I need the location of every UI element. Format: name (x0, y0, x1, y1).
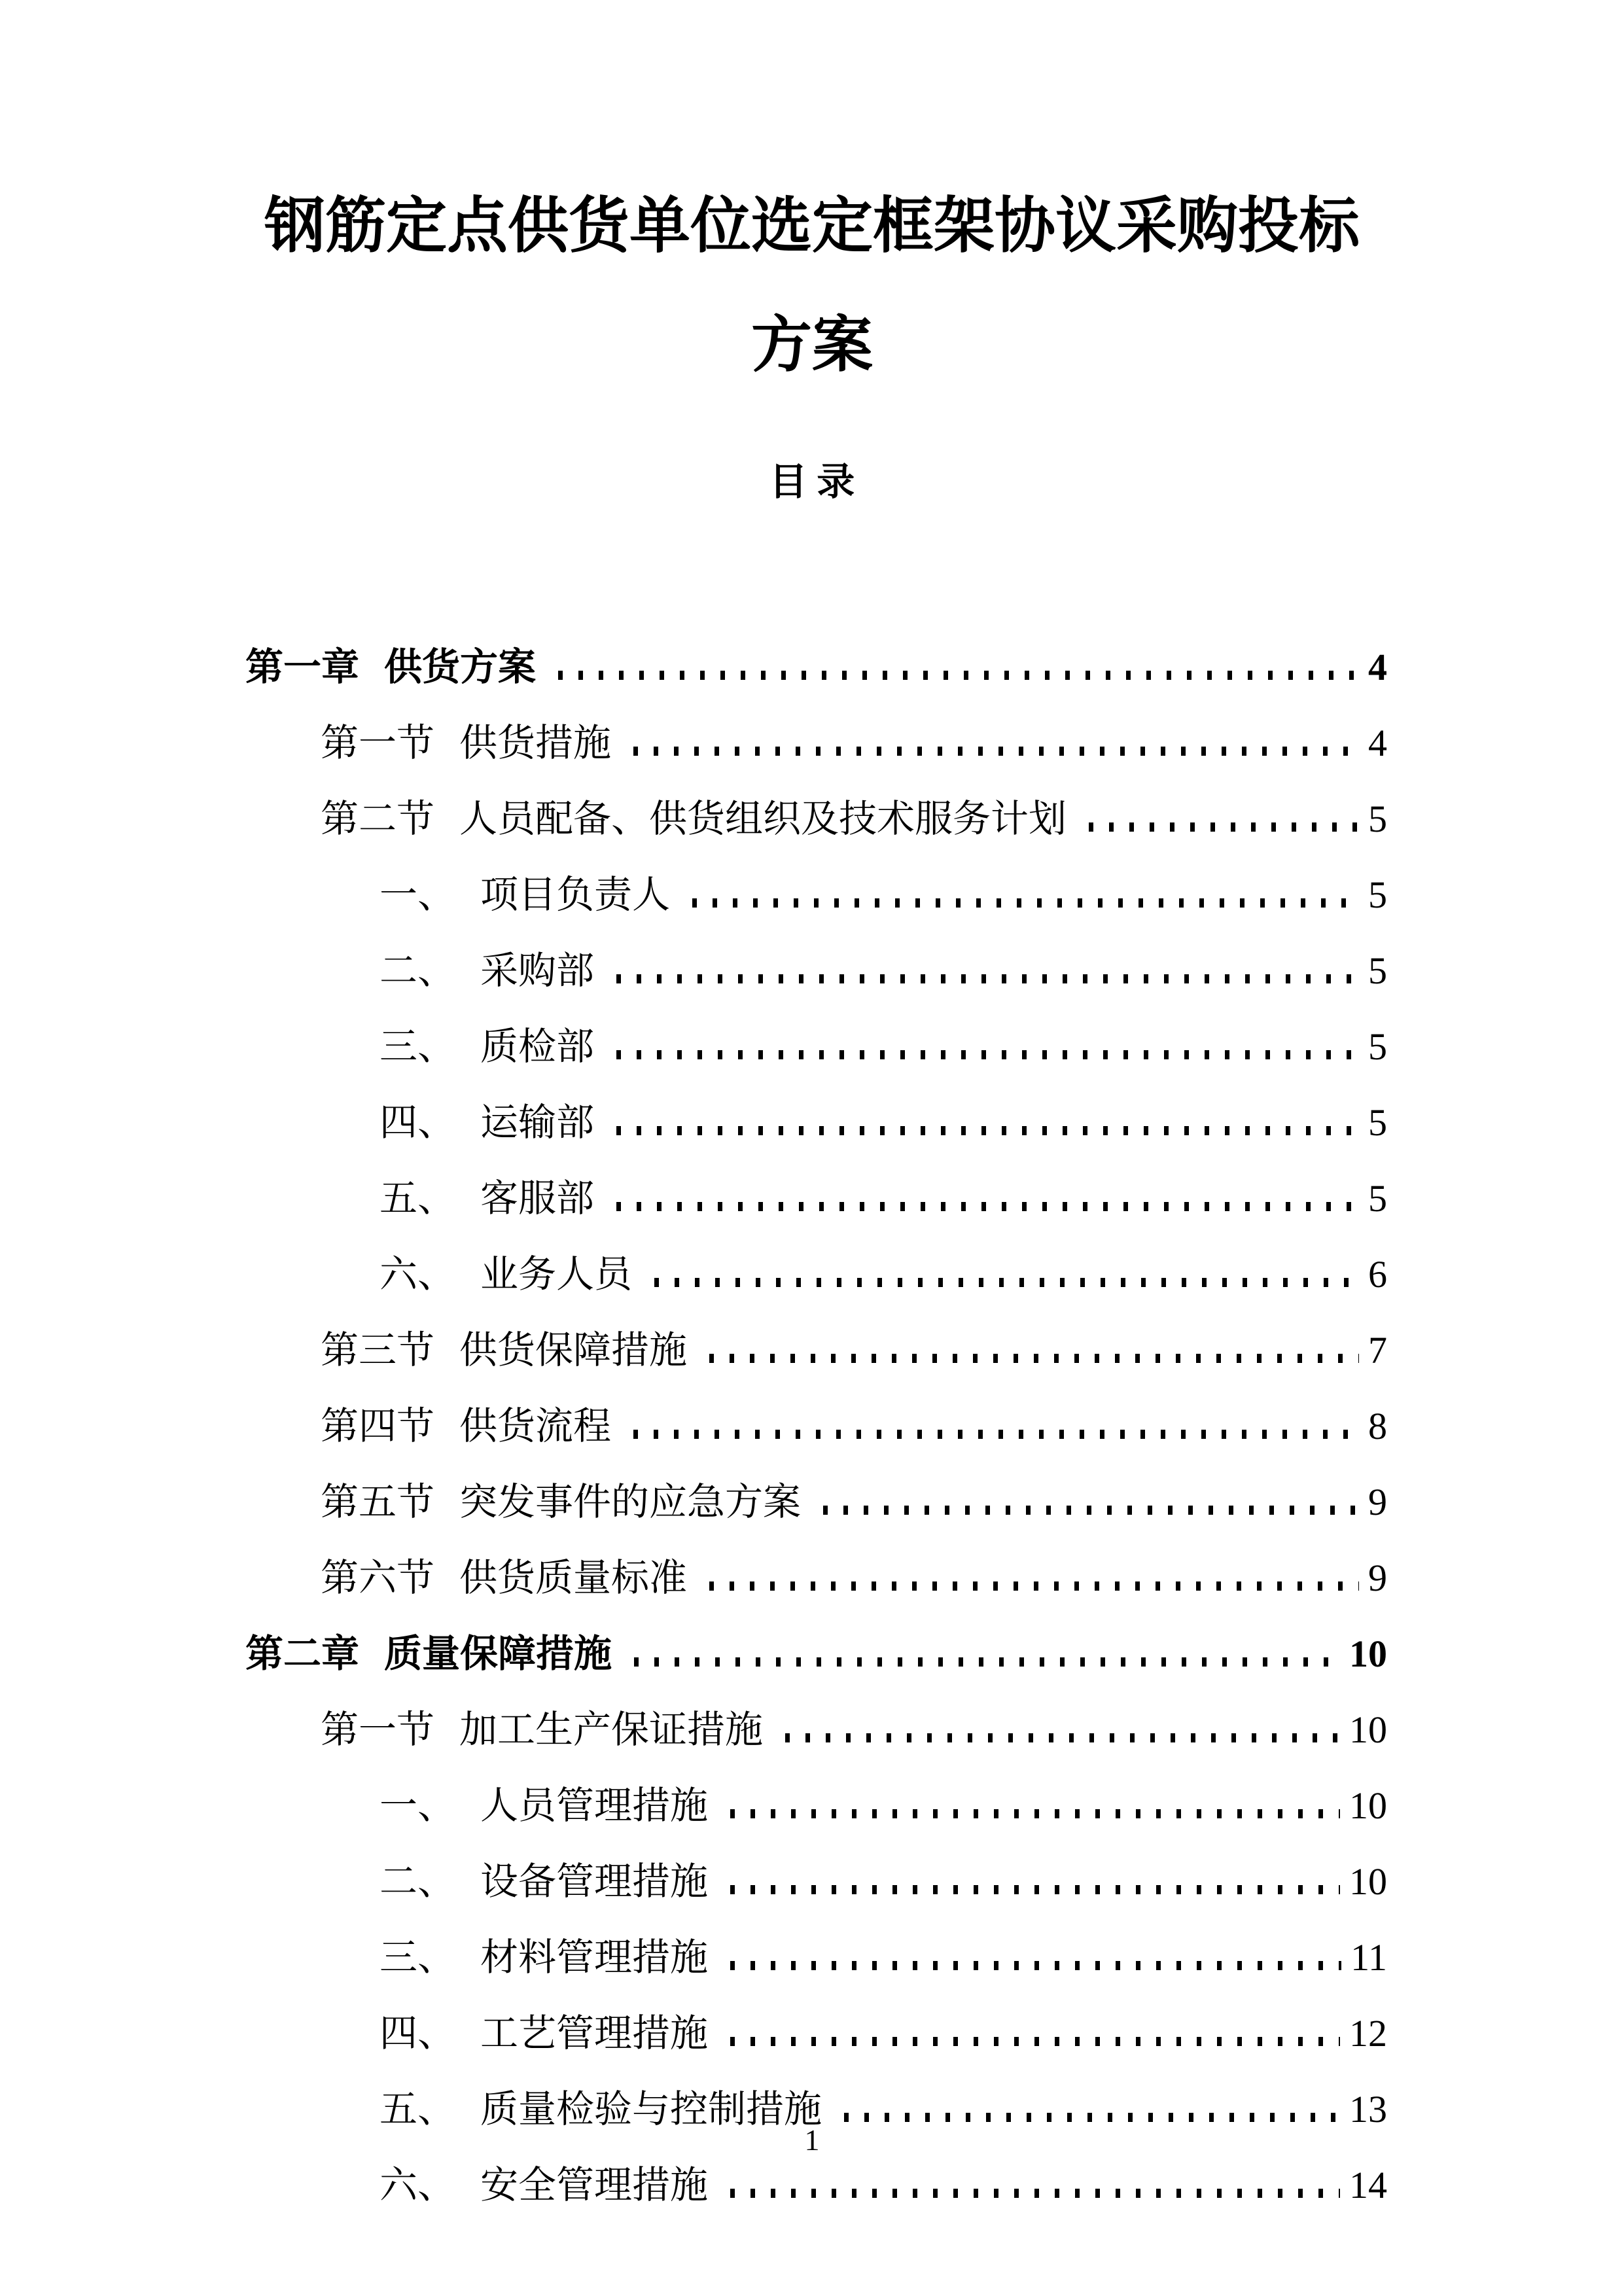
toc-entry-prefix: 四、 (380, 2012, 456, 2055)
toc-entry-label: 运输部 (480, 1101, 595, 1144)
toc-dot-leader (677, 898, 1359, 908)
toc-dot-leader (618, 1430, 1359, 1439)
toc-entry-page-number: 5 (1368, 798, 1387, 840)
toc-entry-label: 供货措施 (459, 722, 612, 764)
toc-entry-page-number: 9 (1368, 1481, 1387, 1523)
toc-entry-prefix: 六、 (380, 1253, 456, 1296)
toc-entry (245, 1312, 1387, 1388)
toc-dot-leader (715, 1885, 1340, 1894)
toc-entry-prefix: 第二章 (245, 1633, 360, 1675)
toc-dot-leader (715, 2189, 1340, 2198)
toc-entry (245, 1919, 1387, 1995)
toc-dot-leader (715, 1809, 1340, 1818)
toc-entry (245, 781, 1387, 857)
toc-entry-prefix: 六、 (380, 2164, 456, 2206)
toc-entry (245, 1388, 1387, 1464)
footer-page-number: 1 (804, 2123, 820, 2157)
toc-entry-page-number: 6 (1368, 1253, 1387, 1296)
toc-entry (245, 705, 1387, 781)
toc-entry-page-number: 7 (1368, 1329, 1387, 1371)
toc-entry-page-number: 5 (1368, 874, 1387, 916)
toc-dot-leader (601, 974, 1359, 983)
toc-entry-label: 供货质量标准 (459, 1557, 688, 1599)
toc-dot-leader (715, 1961, 1341, 1970)
toc-entry-prefix: 五、 (380, 2088, 456, 2130)
toc-entry-prefix: 第六节 (321, 1557, 435, 1599)
toc-entry (245, 1084, 1387, 1160)
toc-entry-prefix: 第四节 (321, 1405, 435, 1447)
toc-entry-page-number: 10 (1349, 1860, 1387, 1903)
toc-entry-prefix: 第二节 (321, 798, 435, 840)
toc-entry-page-number: 5 (1368, 1177, 1387, 1220)
toc-entry-label: 材料管理措施 (480, 1936, 709, 1979)
toc-entry-prefix: 一、 (380, 1784, 456, 1827)
toc-entry (245, 1843, 1387, 1919)
toc-entry (245, 1008, 1387, 1084)
toc-entry-prefix: 第一章 (245, 646, 360, 688)
toc-entry-page-number: 8 (1368, 1405, 1387, 1447)
toc-entry-prefix: 二、 (380, 949, 456, 992)
toc-entry-label: 设备管理措施 (480, 1860, 709, 1903)
toc-entry (245, 932, 1387, 1008)
toc-entry-label: 突发事件的应急方案 (459, 1481, 802, 1523)
toc-entry (245, 1540, 1387, 1616)
toc-dot-leader (828, 2113, 1340, 2122)
toc-entry (245, 629, 1387, 705)
document-title-line1: 钢筋定点供货单位选定框架协议采购投标 (264, 193, 1360, 260)
toc-entry-label: 人员管理措施 (480, 1784, 709, 1827)
toc-dot-leader (807, 1506, 1359, 1515)
toc-entry-label: 质量检验与控制措施 (480, 2088, 822, 2130)
toc-heading: 目 录 (769, 461, 855, 503)
toc-entry (245, 857, 1387, 932)
toc (245, 629, 1387, 2223)
toc-entry-page-number: 5 (1368, 1101, 1387, 1144)
toc-entry (245, 1236, 1387, 1312)
toc-entry-page-number: 12 (1349, 2012, 1387, 2055)
toc-entry-label: 业务人员 (480, 1253, 633, 1296)
toc-entry-prefix: 四、 (380, 1101, 456, 1144)
toc-entry-label: 人员配备、供货组织及技术服务计划 (459, 798, 1067, 840)
toc-entry (245, 1464, 1387, 1540)
toc-dot-leader (601, 1202, 1359, 1211)
toc-entry-page-number: 11 (1350, 1936, 1387, 1979)
toc-dot-leader (715, 2037, 1340, 2046)
toc-entry-prefix: 三、 (380, 1936, 456, 1979)
toc-entry (245, 1160, 1387, 1236)
toc-entry-label: 加工生产保证措施 (459, 1708, 764, 1751)
toc-entry-prefix: 一、 (380, 874, 456, 916)
toc-entry-prefix: 第三节 (321, 1329, 435, 1371)
toc-dot-leader (618, 747, 1359, 756)
toc-dot-leader (769, 1733, 1340, 1742)
toc-dot-leader (639, 1278, 1359, 1287)
toc-entry-prefix: 第一节 (321, 722, 435, 764)
toc-entry-page-number: 4 (1368, 646, 1387, 688)
toc-entry-label: 供货保障措施 (459, 1329, 688, 1371)
toc-entry-prefix: 第一节 (321, 1708, 435, 1751)
toc-entry-label: 项目负责人 (480, 874, 671, 916)
toc-dot-leader (1073, 822, 1359, 832)
toc-dot-leader (601, 1126, 1359, 1135)
toc-entry-label: 质量保障措施 (384, 1633, 612, 1675)
toc-entry-page-number: 10 (1349, 1708, 1387, 1751)
toc-entry-prefix: 三、 (380, 1025, 456, 1068)
toc-entry-page-number: 4 (1368, 722, 1387, 764)
toc-entry-label: 安全管理措施 (480, 2164, 709, 2206)
toc-entry-page-number: 13 (1349, 2088, 1387, 2130)
toc-entry-page-number: 10 (1349, 1633, 1387, 1675)
toc-entry-page-number: 14 (1349, 2164, 1387, 2206)
toc-entry (245, 1767, 1387, 1843)
toc-entry-prefix: 第五节 (321, 1481, 435, 1523)
toc-entry-label: 客服部 (480, 1177, 595, 1220)
toc-entry-label: 供货流程 (459, 1405, 612, 1447)
toc-entry-page-number: 5 (1368, 1025, 1387, 1068)
toc-entry-prefix: 五、 (380, 1177, 456, 1220)
toc-entry-label: 采购部 (480, 949, 595, 992)
toc-dot-leader (601, 1050, 1359, 1059)
toc-entry (245, 1691, 1387, 1767)
toc-entry (245, 1616, 1387, 1691)
toc-dot-leader (694, 1354, 1359, 1363)
toc-dot-leader (542, 671, 1359, 680)
toc-entry-label: 供货方案 (384, 646, 537, 688)
document-title-line2: 方案 (751, 312, 873, 380)
toc-dot-leader (618, 1657, 1340, 1667)
toc-entry-label: 质检部 (480, 1025, 595, 1068)
toc-entry-page-number: 9 (1368, 1557, 1387, 1599)
toc-dot-leader (694, 1581, 1359, 1591)
toc-entry-page-number: 10 (1349, 1784, 1387, 1827)
toc-entry-label: 工艺管理措施 (480, 2012, 709, 2055)
toc-entry (245, 1995, 1387, 2071)
toc-entry-page-number: 5 (1368, 949, 1387, 992)
toc-entry (245, 2147, 1387, 2223)
toc-entry-prefix: 二、 (380, 1860, 456, 1903)
